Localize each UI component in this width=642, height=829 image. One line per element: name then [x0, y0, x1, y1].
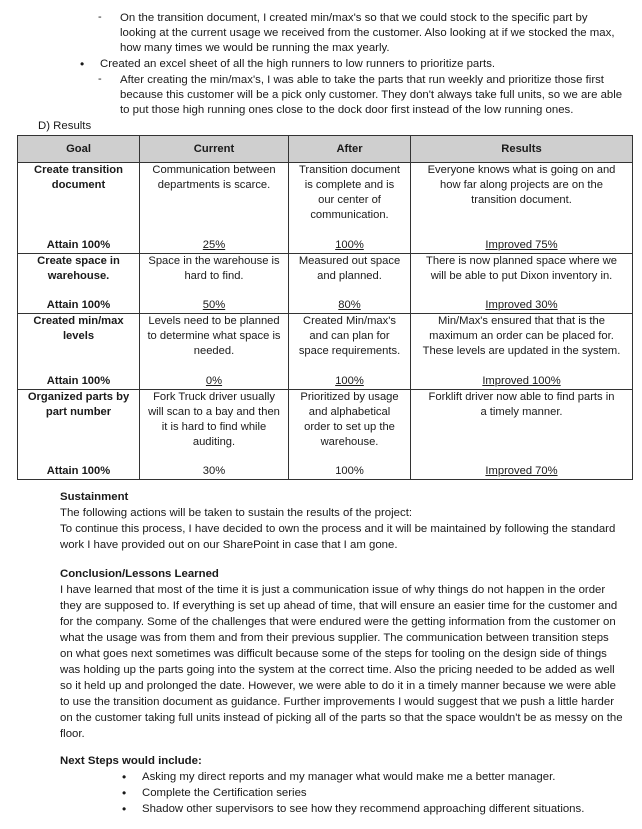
after-text: and alphabetical — [308, 406, 391, 418]
goal-text: part number — [45, 406, 112, 418]
after-text: Transition document — [299, 164, 400, 176]
after-percent: 100% — [335, 375, 364, 387]
intro-text: On the transition document, I created min/max's so that we could stock to the specific part by — [120, 12, 588, 24]
goal-text: Create transition — [34, 164, 123, 176]
header-current: Current — [140, 136, 289, 163]
current-text: Levels need to be planned — [148, 315, 280, 327]
conclusion-text: on the customer taking full units instead of picking all of the parts so that the space wouldn't be as messy on the — [60, 712, 623, 724]
header-results: Results — [411, 136, 633, 163]
sustainment-text: To continue this process, I have decided to own the process and it will be maintained by following the standard — [60, 523, 616, 535]
results-text: a timely manner. — [480, 406, 563, 418]
goal-cell — [18, 163, 140, 254]
bullet-marker: • — [122, 770, 127, 784]
bullet-marker: • — [80, 57, 85, 71]
bullet-marker: • — [122, 786, 127, 800]
results-cell — [411, 254, 633, 314]
after-text: Measured out space — [298, 255, 401, 267]
results-improvement: Improved 30% — [485, 299, 558, 311]
table-header-row — [18, 136, 633, 163]
conclusion-text: what the usage was from them and from their previous supplier. The communication between transition steps — [60, 632, 609, 644]
attain-target: Attain 100% — [46, 465, 111, 477]
intro-text: looking at the current usage we received from the customer. Also looking at if we stocked the max, — [120, 27, 615, 39]
sustainment-text: work I have provided out on our SharePoint in case that I am gone. — [60, 539, 398, 551]
results-cell — [411, 314, 633, 390]
current-percent: 25% — [202, 239, 226, 251]
results-improvement: Improved 70% — [485, 465, 558, 477]
results-improvement: Improved 100% — [482, 375, 561, 387]
goal-cell — [18, 314, 140, 390]
goal-cell — [18, 254, 140, 314]
after-text: space requirements. — [298, 345, 401, 357]
current-cell — [140, 254, 289, 314]
table-row — [18, 254, 633, 314]
after-text: and can plan for — [309, 330, 390, 342]
intro-text: After creating the min/max's, I was able to take the parts that run weekly and prioritize those first — [120, 74, 604, 86]
goal-text: Organized parts by — [27, 391, 130, 403]
table-row — [18, 163, 633, 254]
after-cell — [289, 254, 411, 314]
after-text: our center of — [318, 194, 381, 206]
after-text: and planned. — [317, 270, 382, 282]
dash-marker: - — [98, 73, 102, 85]
after-percent: 100% — [335, 465, 364, 477]
results-text: transition document. — [471, 194, 572, 206]
header-after: After — [289, 136, 411, 163]
after-percent: 100% — [335, 239, 364, 251]
conclusion-text: for the company. Some of the challenges that were endured were the getting information from the customer on — [60, 616, 616, 628]
next-step-item: Asking my direct reports and my manager what would make me a better manager. — [142, 771, 556, 783]
after-cell — [289, 163, 411, 254]
sustainment-heading: Sustainment — [60, 491, 129, 503]
sustainment-text: The following actions will be taken to sustain the results of the project: — [60, 507, 413, 519]
after-text: Created Min/max's — [303, 315, 396, 327]
current-percent: 0% — [205, 375, 223, 387]
results-improvement: Improved 75% — [485, 239, 558, 251]
goal-text: warehouse. — [47, 270, 110, 282]
after-text: warehouse. — [320, 436, 379, 448]
current-text: it is hard to find while — [161, 421, 267, 433]
table-row — [18, 314, 633, 390]
results-text: Min/Max's ensured that that is the — [438, 315, 605, 327]
results-text: Forklift driver now able to find parts in — [428, 391, 615, 403]
goal-text: Create space in — [37, 255, 120, 267]
next-step-item: Shadow other supervisors to see how they recommend approaching different situations. — [142, 803, 585, 815]
attain-target: Attain 100% — [46, 239, 111, 251]
results-text: how far along projects are on the — [440, 179, 603, 191]
results-text: maximum an order can be placed for. — [429, 330, 614, 342]
conclusion-text: I have learned that most of the time it is just a communication issue of why things do not happen in the order — [60, 584, 606, 596]
attain-target: Attain 100% — [46, 375, 111, 387]
bullet-marker: • — [122, 802, 127, 816]
after-text: is complete and is — [304, 179, 395, 191]
current-text: Communication between — [152, 164, 276, 176]
current-cell — [140, 163, 289, 254]
conclusion-text: was holding up the parts going into the system at the correct time. Also the pricing needed to be added as well — [60, 664, 615, 676]
current-text: needed. — [193, 345, 235, 357]
current-text: Space in the warehouse is — [148, 255, 280, 267]
results-table — [17, 135, 633, 480]
results-text: These levels are updated in the system. — [422, 345, 621, 357]
current-percent: 30% — [202, 465, 226, 477]
conclusion-text: to use the transition document as guidance. Further improvements I would suggest that we push a little harder — [60, 696, 615, 708]
goal-text: levels — [62, 330, 95, 342]
header-goal: Goal — [18, 136, 140, 163]
results-text: There is now planned space where we — [426, 255, 617, 267]
conclusion-text: they are supposed to. If everything is set up ahead of time, that will ensure an easier time for the customer and — [60, 600, 618, 612]
current-text: to determine what space is — [147, 330, 281, 342]
results-cell — [411, 390, 633, 480]
section-label: D) Results — [38, 120, 92, 132]
after-text: communication. — [310, 209, 389, 221]
results-cell — [411, 163, 633, 254]
conclusion-text: on what goes next sometimes was difficult because some of the steps for tooling on the design side of things — [60, 648, 607, 660]
goal-text: document — [51, 179, 106, 191]
dash-marker: - — [98, 11, 102, 23]
attain-target: Attain 100% — [46, 299, 111, 311]
results-text: Everyone knows what is going on and — [427, 164, 616, 176]
after-cell — [289, 314, 411, 390]
conclusion-text: floor. — [60, 728, 85, 740]
conclusion-heading: Conclusion/Lessons Learned — [60, 568, 219, 580]
goal-text: Created min/max — [33, 315, 124, 327]
intro-text: how many times we would be running the max yearly. — [120, 42, 390, 54]
current-percent: 50% — [202, 299, 226, 311]
current-text: auditing. — [192, 436, 236, 448]
after-percent: 80% — [338, 299, 361, 311]
table-row — [18, 390, 633, 480]
intro-text: Created an excel sheet of all the high runners to low runners to prioritize parts. — [100, 58, 496, 70]
next-step-item: Complete the Certification series — [142, 787, 307, 799]
after-cell — [289, 390, 411, 480]
goal-cell — [18, 390, 140, 480]
conclusion-text: so it held up and prolonged the date. However, we were able to do it in a timely manner because we were able — [60, 680, 616, 692]
current-cell — [140, 314, 289, 390]
current-text: hard to find. — [184, 270, 244, 282]
current-text: will scan to a bay and then — [148, 406, 280, 418]
after-text: Prioritized by usage — [300, 391, 399, 403]
current-text: departments is scarce. — [157, 179, 271, 191]
intro-text: to put those high running ones close to the dock door first instead of the low running ones. — [120, 104, 574, 116]
results-text: will be able to put Dixon inventory in. — [430, 270, 613, 282]
next-steps-heading: Next Steps would include: — [60, 755, 202, 767]
intro-text: because this customer will be a pick only customer. They don't always take full units, so we are able — [120, 89, 623, 101]
current-text: Fork Truck driver usually — [153, 391, 275, 403]
current-cell — [140, 390, 289, 480]
after-text: order to set up the — [304, 421, 395, 433]
